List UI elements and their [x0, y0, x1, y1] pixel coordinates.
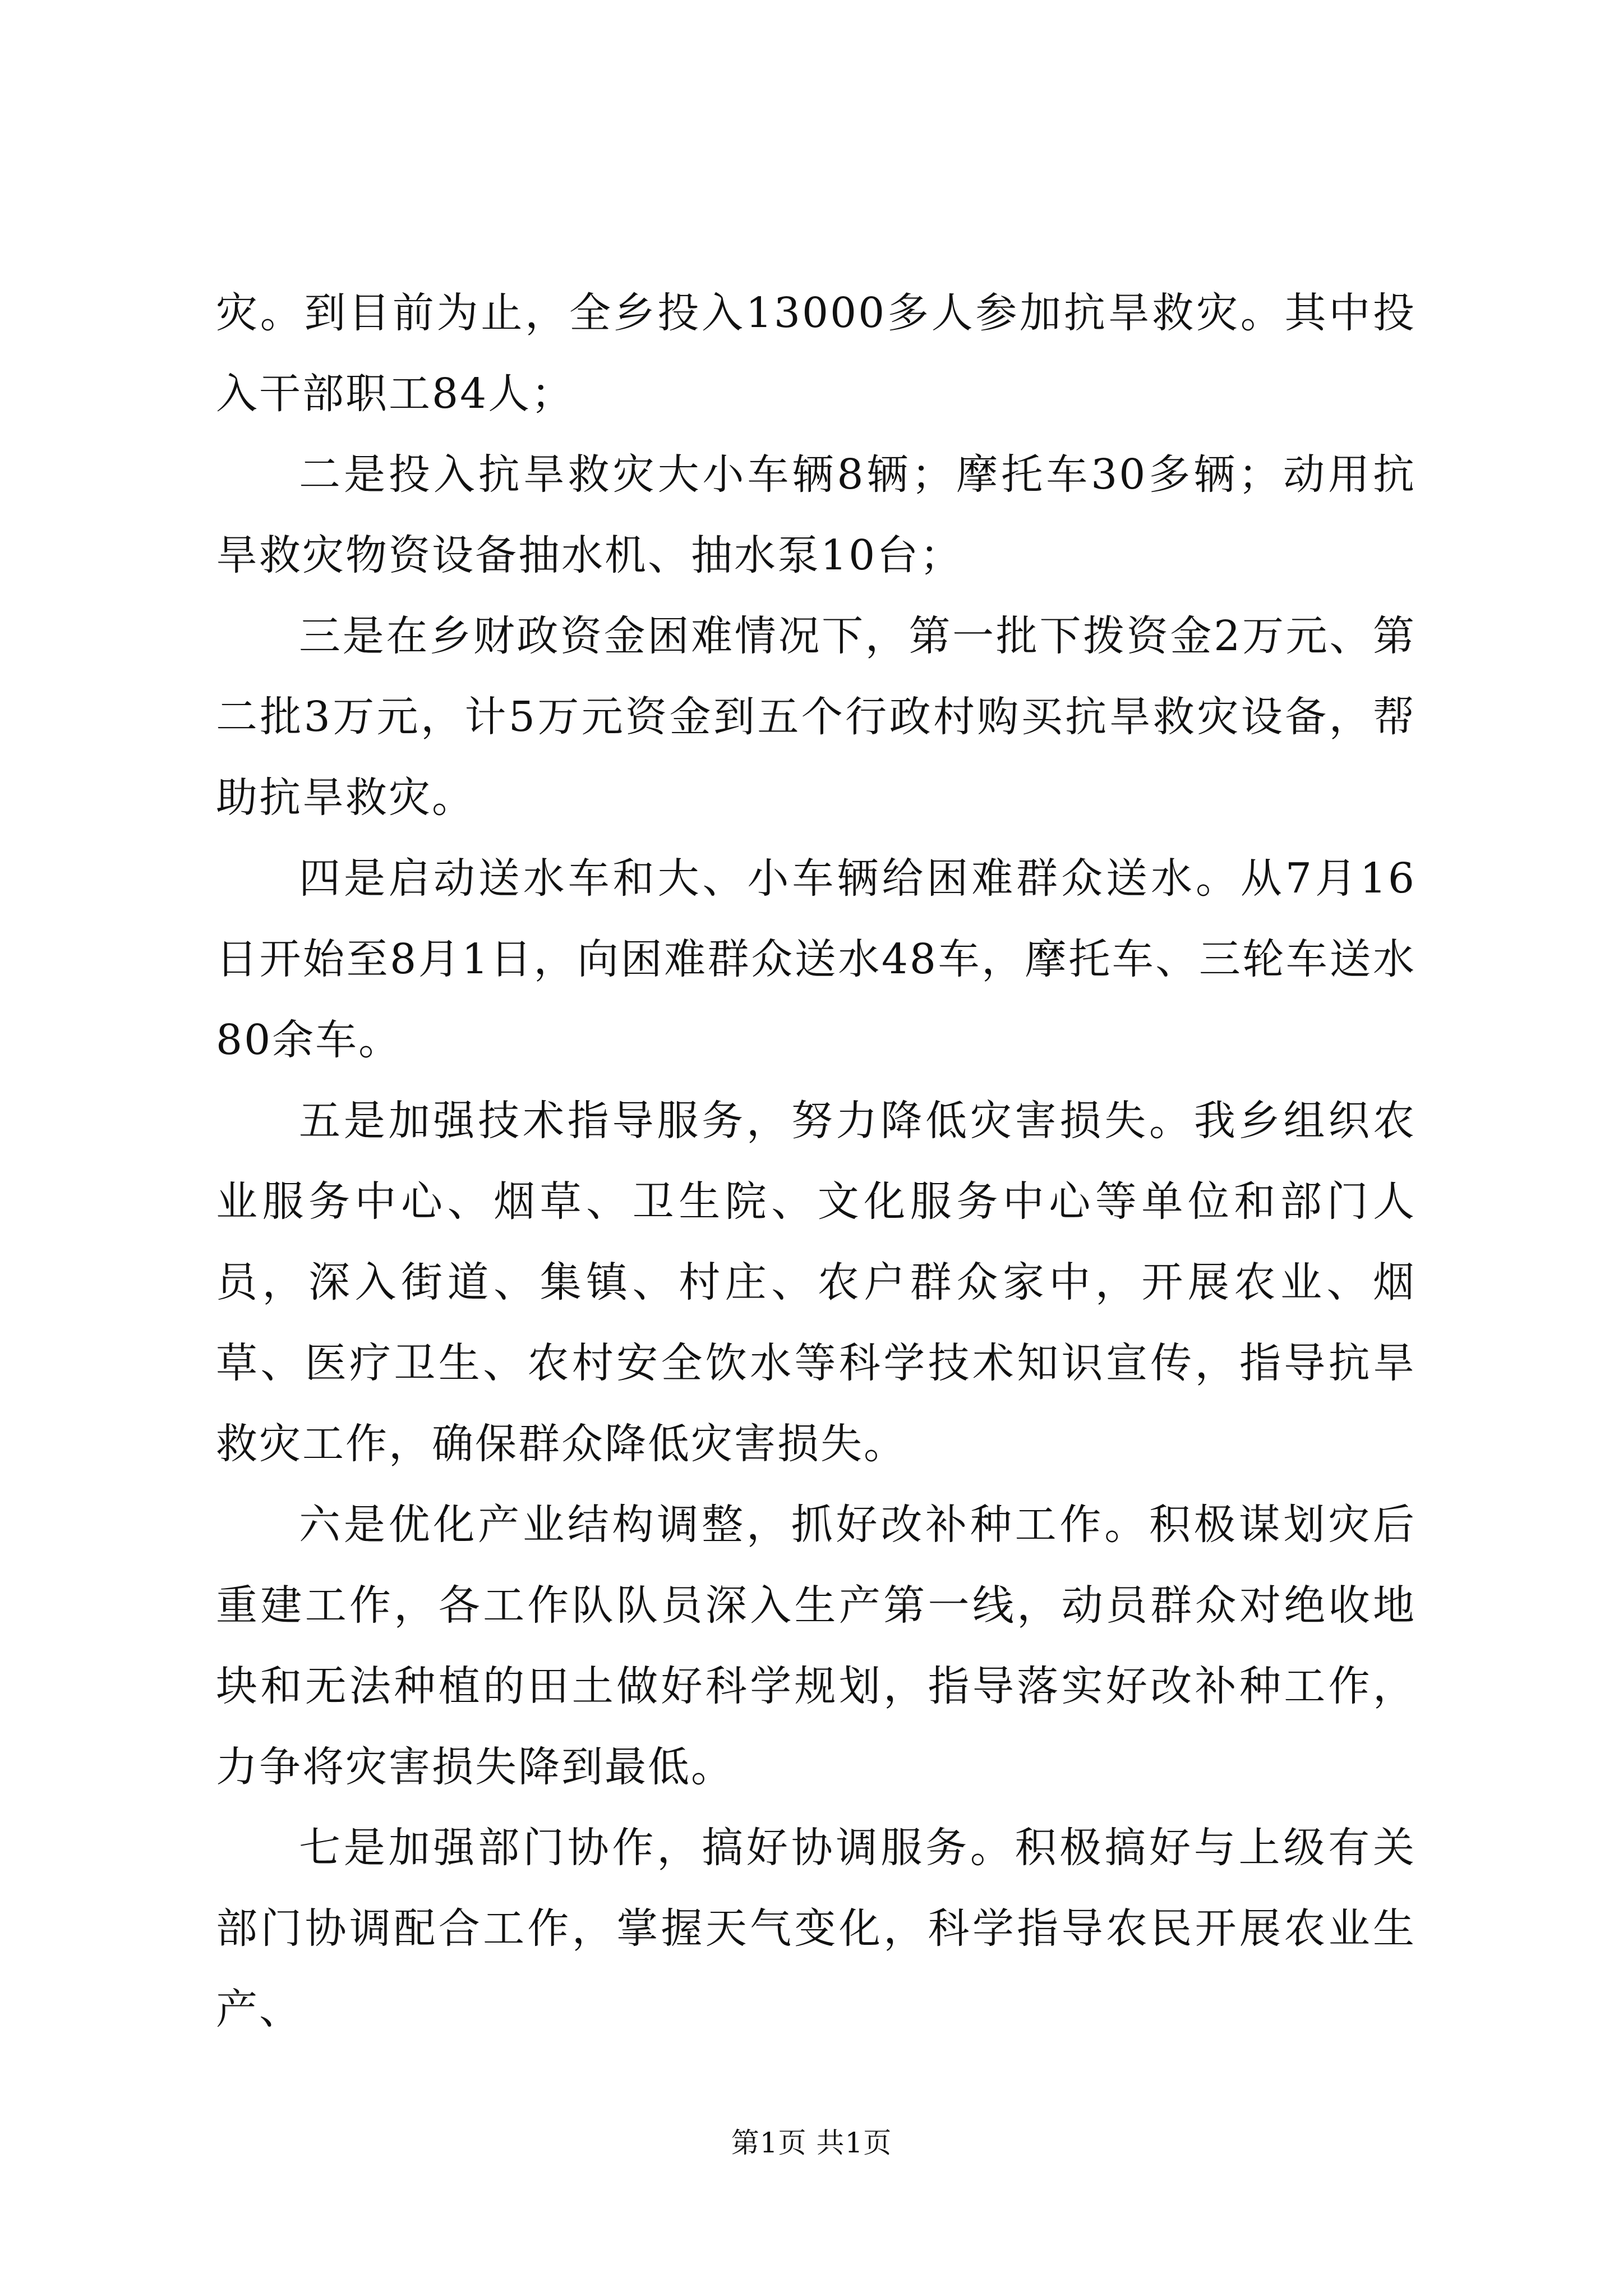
paragraph-item-6: 六是优化产业结构调整，抓好改补种工作。积极谋划灾后重建工作，各工作队队员深入生产第一线，动员群众对绝收地块和无法种植的田土做好科学规划，指导落实好改补种工作，力争将灾害损失降到最低。: [216, 1501, 1416, 1791]
paragraph-item-4: 四是启动送水车和大、小车辆给困难群众送水。从7月16日开始至8月1日，向困难群众送水48车，摩托车、三轮车送水80余车。: [216, 854, 1416, 1064]
paragraph-item-3: 三是在乡财政资金困难情况下，第一批下拨资金2万元、第二批3万元，计5万元资金到五个行政村购买抗旱救灾设备，帮助抗旱救灾。: [216, 612, 1416, 822]
document-body: [216, 273, 1416, 2050]
paragraph-continued: 灾。到目前为止，全乡投入13000多人参加抗旱救灾。其中投入干部职工84人；: [216, 289, 1416, 418]
paragraph-item-5: 五是加强技术指导服务，努力降低灾害损失。我乡组织农业服务中心、烟草、卫生院、文化服务中心等单位和部门人员，深入街道、集镇、村庄、农户群众家中，开展农业、烟草、医疗卫生、农村安全饮水等科学技术知识宣传，指导抗旱救灾工作，确保群众降低灾害损失。: [216, 1097, 1416, 1468]
paragraph-item-7: 七是加强部门协作，搞好协调服务。积极搞好与上级有关部门协调配合工作，掌握天气变化，科学指导农民开展农业生产、: [216, 1824, 1416, 2033]
paragraph-item-2: 二是投入抗旱救灾大小车辆8辆；摩托车30多辆；动用抗旱救灾物资设备抽水机、抽水泵10台；: [216, 450, 1416, 579]
page-number-label: 第1页 共1页: [731, 2127, 892, 2159]
page-footer: [0, 2126, 1623, 2160]
